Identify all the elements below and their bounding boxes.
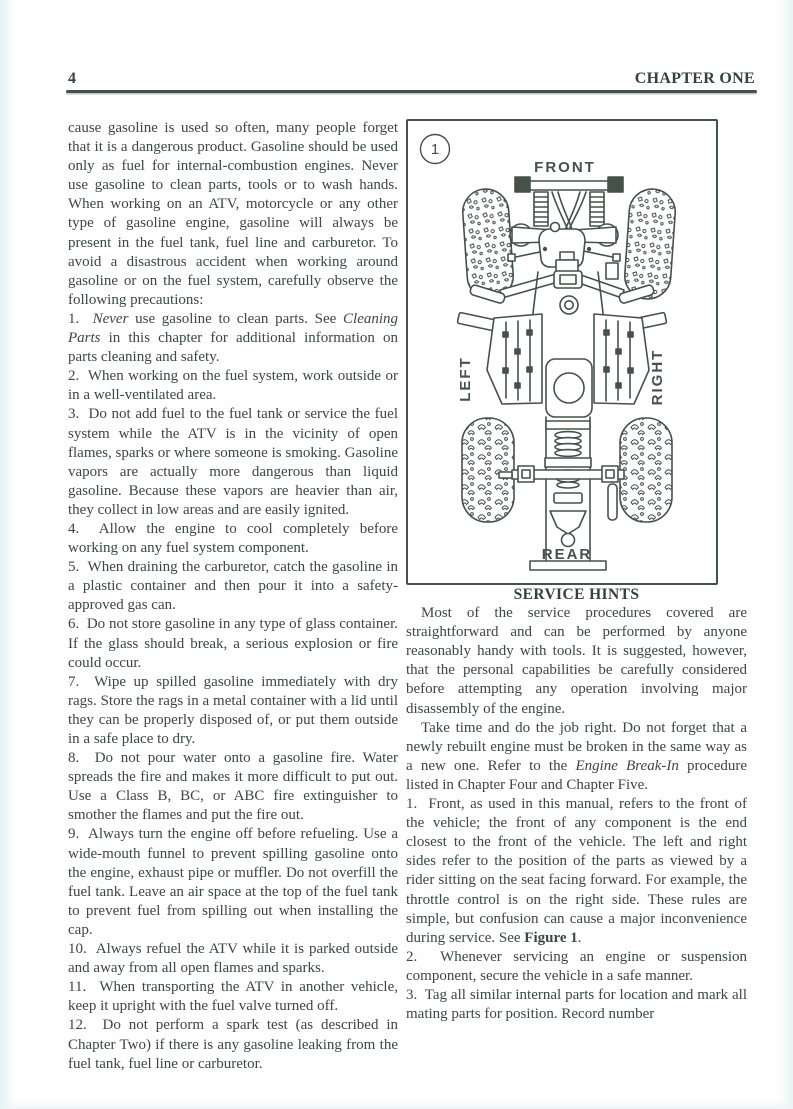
precaution-item-10: 10. Always refuel the ATV while it is parked outside and away from all open flames and sparks. <box>68 941 398 977</box>
precaution-item-6: 6. Do not store gasoline in any type of glass container. If the glass should break, a serious explosion or fire could occur. <box>68 616 398 671</box>
section-heading-service-hints: SERVICE HINTS <box>513 586 640 603</box>
figure-1 <box>406 119 718 585</box>
atv-top-view-diagram <box>408 121 716 583</box>
chapter-title: CHAPTER ONE <box>634 70 755 87</box>
rear-label: REAR <box>541 546 593 563</box>
rear-left-tire <box>462 418 514 522</box>
front-label: FRONT <box>534 159 596 176</box>
precaution-item-7: 7. Wipe up spilled gasoline immediately with dry rags. Store the rags in a metal container with a lid until they can be properly disposed of, or put them outside in a safe place to dry. <box>68 673 398 747</box>
page-number: 4 <box>68 70 77 87</box>
service-item-1: 1. Front, as used in this manual, refers to the front of the vehicle; the front of any component is the end closest to the front of the vehicle. The left and right sides refer to the position of the parts as viewed by a rider sitting on the seat facing forward. For example, the throttle control is on the right side. These rules are simple, but confusion can cause a major inconvenience during service. See Figure 1. <box>406 796 747 946</box>
service-paragraph-2: Take time and do the job right. Do not forget that a newly rebuilt engine must be broken in the same way as a new one. Refer to the Engine Break-In procedure listed in Chapter Four and Chapter Five. <box>406 719 748 793</box>
front-left-tire <box>461 188 515 301</box>
precaution-item-3: 3. Do not add fuel to the fuel tank or service the fuel system while the ATV is in the vicinity of open flames, sparks or where someone is smoking. Gasoline vapors are actually more dangerous than liquid gasoline. Because these vapors are heavier than air, they collect in low areas and are easily ignited. <box>68 406 398 518</box>
precaution-item-9: 9. Always turn the engine off before refueling. Use a wide-mouth funnel to prevent spilling gasoline onto the engine, exhaust pipe or muffler. Do not overfill the fuel tank. Leave an air space at the top of the fuel tank to prevent fuel from spilling out when installing the cap. <box>68 826 398 938</box>
rear-right-tire <box>620 418 672 522</box>
scan-edge-right <box>779 0 793 1109</box>
precaution-item-2: 2. When working on the fuel system, work outside or in a well-ventilated area. <box>68 368 398 404</box>
precaution-item-1: 1. Never use gasoline to clean parts. See Cleaning Parts in this chapter for additional information on parts cleaning and safety. <box>68 310 399 366</box>
precaution-item-8: 8. Do not pour water onto a gasoline fire. Water spreads the fire and makes it more difficult to put out. Use a Class B, BC, or ABC fire extinguisher to smother the flames and put the fire out. <box>68 750 398 824</box>
precaution-item-4: 4. Allow the engine to cool completely before working on any fuel system component. <box>68 520 398 557</box>
precaution-item-11: 11. When transporting the ATV in another vehicle, keep it upright with the fuel valve turned off. <box>68 979 398 1015</box>
front-right-tire <box>623 188 677 301</box>
page-header <box>68 66 755 88</box>
precaution-item-5: 5. When draining the carburetor, catch the gasoline in a plastic container and then pour it into a safety-approved gas can. <box>68 559 398 614</box>
scan-edge-bottom <box>0 1101 793 1109</box>
header-rule <box>66 90 757 93</box>
service-paragraph-1: Most of the service procedures covered are straightforward and can be performed by anyone reasonably handy with tools. It is suggested, however, that the personal capabilities be carefully considered before attempting any operation involving major disassembly of the engine. <box>406 605 747 717</box>
left-label: LEFT <box>457 356 474 402</box>
service-item-2: 2. Whenever servicing an engine or suspension component, secure the vehicle in a safe manner. <box>406 948 747 984</box>
left-column <box>68 119 398 1074</box>
precaution-item-12: 12. Do not perform a spark test (as described in Chapter Two) if there is any gasoline leaking from the fuel tank, fuel line or carburetor. <box>68 1017 398 1072</box>
right-label: RIGHT <box>649 348 666 406</box>
service-item-3: 3. Tag all similar internal parts for location and mark all mating parts for position. Record number <box>406 986 747 1023</box>
paragraph-intro: cause gasoline is used so often, many people forget that it is a dangerous product. Gasoline should be used only as fuel for internal-combustion engines. Never use gasoline to clean parts, tools or to wash hands. When working on an ATV, motorcycle or any other type of gasoline engine, gasoline will always be present in the fuel tank, fuel line and carburetor. To avoid a disastrous accident when working around gasoline or on the fuel system, carefully observe the following precautions: <box>68 120 398 308</box>
figure-number: 1 <box>430 141 440 158</box>
right-column <box>406 119 747 1024</box>
scan-edge-left <box>0 0 14 1109</box>
